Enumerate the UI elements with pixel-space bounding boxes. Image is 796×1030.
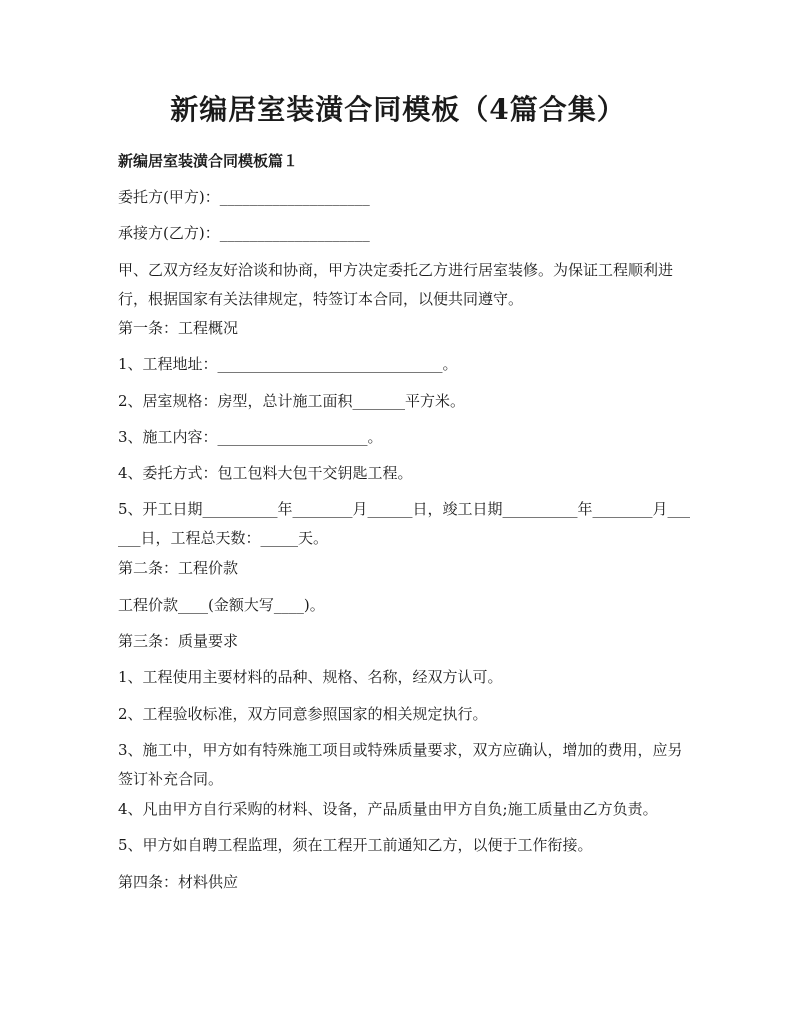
- article-3-item-5: 5、甲方如自聘工程监理，须在工程开工前通知乙方，以便于工作衔接。: [118, 836, 593, 854]
- section-subtitle: 新编居室装潢合同模板篇１: [118, 152, 299, 170]
- article-4-heading: 第四条：材料供应: [118, 873, 239, 891]
- intro-paragraph: 甲、乙双方经友好洽谈和协商，甲方决定委托乙方进行居室装修。为保证工程顺利进行，根据国家有关法律规定，特签订本合同，以便共同遵守。: [118, 261, 674, 308]
- article-3-item-2: 2、工程验收标准，双方同意参照国家的相关规定执行。: [118, 705, 488, 723]
- article-3-item-4: 4、凡由甲方自行采购的材料、设备，产品质量由甲方自负;施工质量由乙方负责。: [118, 800, 658, 818]
- article-3-item-3: 3、施工中，甲方如有特殊施工项目或特殊质量要求，双方应确认，增加的费用，应另签订补充合同。: [118, 741, 683, 788]
- article-1-item-2: 2、居室规格：房型，总计施工面积_______平方米。: [118, 392, 466, 410]
- document-title: 新编居室装潢合同模板（4篇合集）: [170, 93, 626, 126]
- article-1-item-4: 4、委托方式：包工包料大包干交钥匙工程。: [118, 464, 413, 482]
- article-3-heading: 第三条：质量要求: [118, 632, 239, 650]
- article-1-item-3: 3、施工内容：____________________。: [118, 428, 383, 446]
- article-2-item: 工程价款____(金额大写____)。: [118, 596, 325, 614]
- party-a-line: 委托方(甲方)：____________________: [118, 188, 370, 206]
- article-2-heading: 第二条：工程价款: [118, 559, 239, 577]
- article-1-heading: 第一条：工程概况: [118, 319, 239, 337]
- article-1-item-1: 1、工程地址：______________________________。: [118, 355, 458, 373]
- article-3-item-1: 1、工程使用主要材料的品种、规格、名称，经双方认可。: [118, 668, 503, 686]
- party-b-line: 承接方(乙方)：____________________: [118, 224, 370, 242]
- article-1-item-5: 5、开工日期__________年________月______日，竣工日期__________年________月______日，工程总天数：_____天。: [118, 500, 691, 547]
